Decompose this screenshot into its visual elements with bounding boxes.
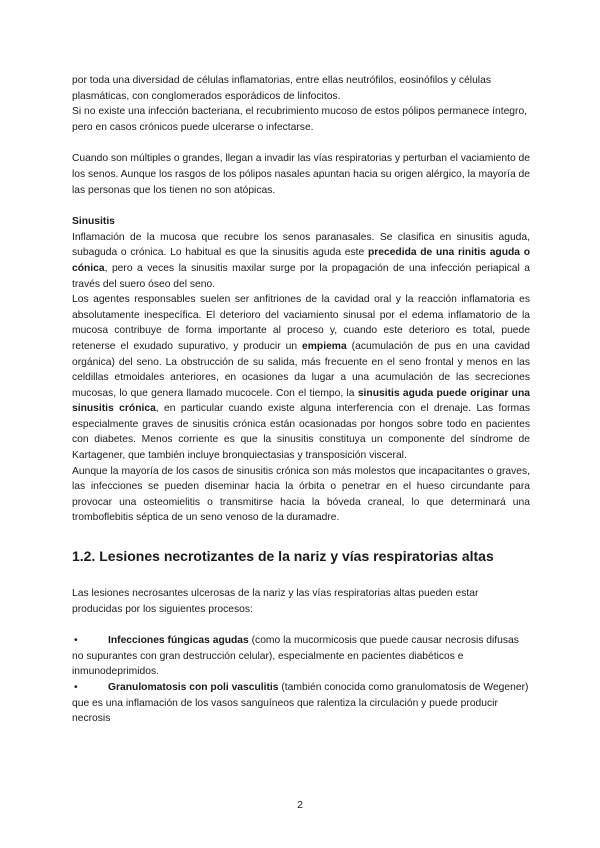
page-number: 2 <box>297 799 303 811</box>
text-run: Los agentes responsables suelen ser anfitriones de la cavidad oral y la reacción inflamatoria es absolutamente inespecífica. El deterioro del vaciamiento sinusal por el edema inflamatorio de la mucosa contribuye de forma importante al proceso y, cuando este deterioro es total, puede retenerse el exudado supurativo, y producir un <box>72 294 530 352</box>
sinusitis-paragraph-2 <box>72 292 530 464</box>
paragraph-mucosa: Si no existe una infección bacteriana, el recubrimiento mucoso de estos pólipos permanece íntegro, pero en casos crónicos puede ulcerarse o infectarse. <box>72 106 528 133</box>
bold-text: Infecciones fúngicas agudas <box>108 635 249 647</box>
text-run: , pero a veces la sinusitis maxilar surge por la propagación de una infección periapical a través del suero óseo del seno. <box>72 262 530 290</box>
paragraph-cells: por toda una diversidad de células inflamatorias, entre ellas neutrófilos, eosinófilos y células plasmáticas, con conglomerados esporádicos de linfocitos. <box>72 75 491 102</box>
section-intro: Las lesiones necrosantes ulcerosas de la nariz y las vías respiratorias altas pueden estar producidas por los siguientes procesos: <box>72 588 479 615</box>
section-title: 1.2. Lesiones necrotizantes de la nariz y vías respiratorias altas <box>72 548 494 565</box>
sinusitis-paragraph-1 <box>72 230 530 292</box>
sinusitis-paragraph-3: Aunque la mayoría de los casos de sinusitis crónica son más molestos que incapacitantes o graves, las infecciones se pueden diseminar hacia la órbita o penetrar en el hueso circundante para provocar una osteomielitis o transmitirse hacia la bóveda craneal, lo que determinará una tromboflebitis séptica de un seno venoso de la duramadre. <box>72 465 530 524</box>
bold-text: precedida de una rinitis aguda o cónica <box>72 247 531 274</box>
page-content <box>72 73 530 727</box>
bold-text: empiema <box>302 340 347 352</box>
bold-text: Granulomatosis con poli vasculitis <box>108 682 279 693</box>
sinusitis-heading: Sinusitis <box>72 216 115 228</box>
bullet-icon: • <box>74 635 78 647</box>
list-item <box>72 633 530 680</box>
text-run: (acumulación de pus en una cavidad orgánica) del seno. La obstrucción de su salida, más frecuente en el seno frontal y menos en las celdillas etmoidales anteriores, en ocasiones da lugar a una acumulación de las secreciones mucosas, lo que genera llamado mucocele. Con el tiempo, la <box>72 340 530 399</box>
text-run: Inflamación de la mucosa que recubre los senos paranasales. Se clasifica en sinusitis aguda, subaguda o crónica. Lo habitual es que la sinusitis aguda este <box>72 231 530 259</box>
bold-text: sinusitis aguda puede originar una sinusitis crónica <box>72 387 530 415</box>
text-run: (también conocida como granulomatosis de Wegener) que es una inflamación de los vasos sanguíneos que ralentiza la circulación y puede producir necrosis <box>72 682 529 725</box>
list-item <box>72 680 530 727</box>
paragraph-polyps: Cuando son múltiples o grandes, llegan a invadir las vías respiratorias y perturban el vaciamiento de los senos. Aunque los rasgos de los pólipos nasales apuntan hacia su origen alérgico, la mayoría de las personas que los tienen no son atópicas. <box>72 153 530 196</box>
text-run: (como la mucormicosis que puede causar necrosis difusas no supurantes con gran destrucción celular), especialmente en pacientes diabéticos e inmunodeprimidos. <box>72 635 519 678</box>
text-run: , en particular cuando existe alguna interferencia con el drenaje. Las formas especialmente graves de sinusitis crónica están ocasionadas por hongos sobre todo en pacientes con diabetes. Menos corriente es que la sinusitis constituya un componente del síndrome de Kartagener, que también incluye bronquiectasias y transposición visceral. <box>72 403 530 462</box>
bullet-icon: • <box>74 682 78 693</box>
